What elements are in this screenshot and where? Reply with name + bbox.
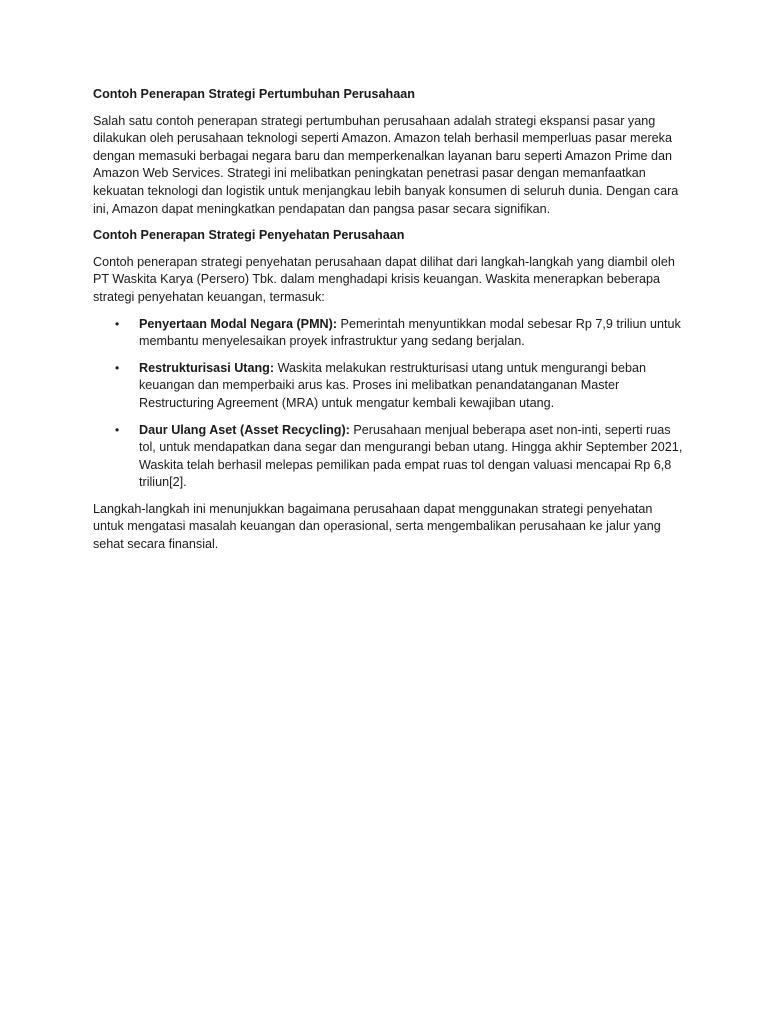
paragraph-recovery-intro: Contoh penerapan strategi penyehatan perusahaan dapat dilihat dari langkah-langkah yang diambil oleh PT Waskita Karya (Persero) Tbk. dalam menghadapi krisis keuangan. Waskita menerapkan beberapa strategi penyehatan keuangan, termasuk: <box>93 254 675 304</box>
section-heading-growth: Contoh Penerapan Strategi Pertumbuhan Perusahaan <box>93 87 415 101</box>
list-item-term: Restrukturisasi Utang: <box>139 360 275 375</box>
list-item-text: Waskita melakukan restrukturisasi utang untuk mengurangi beban keuangan dan memperbaiki arus kas. Proses ini melibatkan penandatanganan Master Restructuring Agreement (MRA) untuk mengatur kembali kewajiban utang. <box>139 360 647 410</box>
document-page <box>93 86 683 563</box>
list-item-term: Penyertaan Modal Negara (PMN): <box>139 316 338 331</box>
strategy-list <box>93 316 683 492</box>
list-item-text: Pemerintah menyuntikkan modal sebesar Rp 7,9 triliun untuk membantu menyelesaikan proyek infrastruktur yang sedang berjalan. <box>139 316 681 349</box>
list-item-pmn <box>93 316 683 351</box>
paragraph-conclusion: Langkah-langkah ini menunjukkan bagaimana perusahaan dapat menggunakan strategi penyehatan untuk mengatasi masalah keuangan dan operasional, serta mengembalikan perusahaan ke jalur yang sehat secara finansial. <box>93 501 661 552</box>
section-heading-recovery: Contoh Penerapan Strategi Penyehatan Perusahaan <box>93 228 405 243</box>
list-item-text: Perusahaan menjual beberapa aset non-inti, seperti ruas tol, untuk mendapatkan dana segar dan mengurangi beban utang. Hingga akhir September 2021, Waskita telah berhasil melepas pemilikan pada empat ruas tol dengan valuasi mencapai Rp 6,8 triliun[2]. <box>139 422 683 490</box>
paragraph-growth: Salah satu contoh penerapan strategi pertumbuhan perusahaan adalah strategi ekspansi pasar yang dilakukan oleh perusahaan teknologi seperti Amazon. Amazon telah berhasil memperluas pasar mereka dengan memasuki berbagai negara baru dan memperkenalkan layanan baru seperti Amazon Prime dan Amazon Web Services. Strategi ini melibatkan peningkatan penetrasi pasar dengan memanfaatkan kekuatan teknologi dan logistik untuk menjangkau lebih banyak konsumen di seluruh dunia. Dengan cara ini, Amazon dapat meningkatkan pendapatan dan pangsa pasar secara signifikan. <box>93 113 679 216</box>
bullet-icon: • <box>115 422 120 437</box>
bullet-icon: • <box>115 360 120 375</box>
list-item-asset-recycling <box>93 422 683 492</box>
list-item-term: Daur Ulang Aset (Asset Recycling): <box>139 422 350 437</box>
bullet-icon: • <box>115 316 120 331</box>
list-item-debt-restructuring <box>93 360 683 413</box>
